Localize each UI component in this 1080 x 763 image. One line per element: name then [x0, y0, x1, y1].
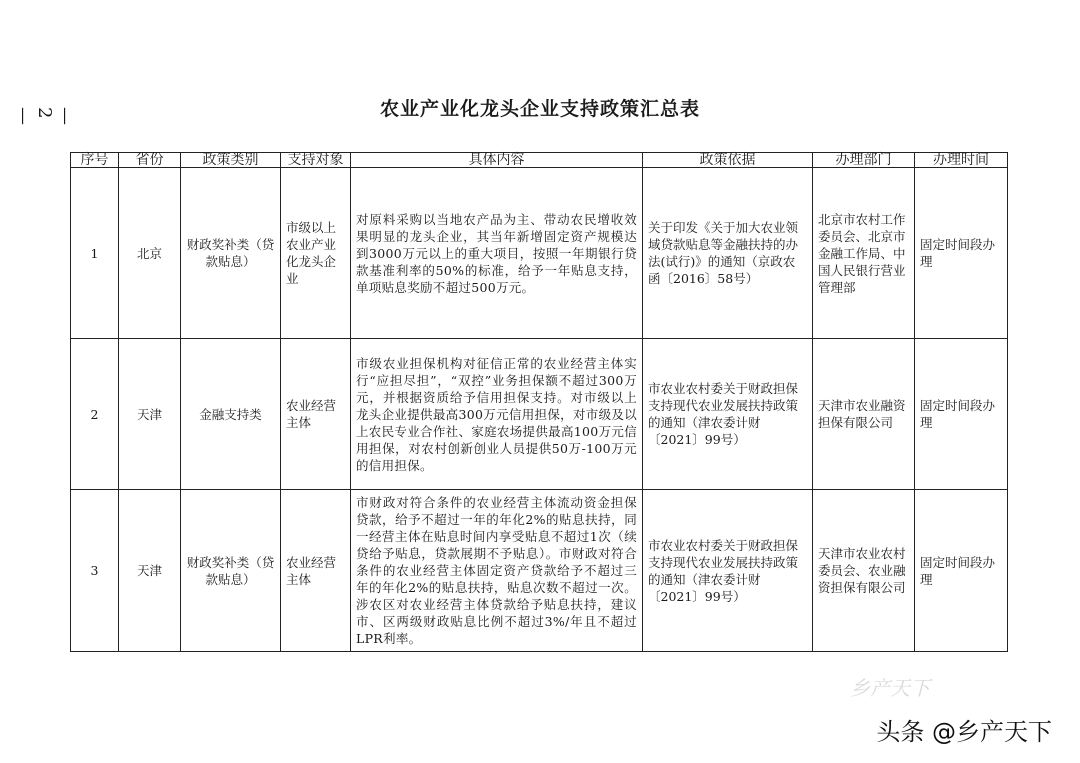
header-time: 办理时间	[915, 153, 1008, 168]
document-title: 农业产业化龙头企业支持政策汇总表	[379, 98, 700, 120]
cell-content: 市财政对符合条件的农业经营主体流动资金担保贷款，给予不超过一年的年化2%的贴息扶持，同一经营主体在贴息时间内享受贴息不超过1次（续贷给予贴息，贷款展期不予贴息）。市财政对符合条件的农业经营主体固定资产贷款给予不超过三年的年化2%的贴息扶持，贴息次数不超过一次。涉农区对农业经营主体贷款给予贴息扶持，建议市、区两级财政贴息比例不超过3%/年且不超过LPR利率。	[351, 490, 643, 652]
watermark-text: 头条 @乡产天下	[876, 718, 1052, 746]
cell-time: 固定时间段办理	[915, 339, 1008, 490]
header-content: 具体内容	[351, 153, 643, 168]
cell-province: 天津	[119, 339, 181, 490]
header-no: 序号	[71, 153, 119, 168]
header-category: 政策类别	[181, 153, 281, 168]
cell-category: 金融支持类	[181, 339, 281, 490]
cell-category: 财政奖补类（贷款贴息）	[181, 490, 281, 652]
policy-table	[70, 152, 1008, 652]
header-basis: 政策依据	[643, 153, 813, 168]
header-target: 支持对象	[281, 153, 351, 168]
cell-no: 3	[71, 490, 119, 652]
cell-basis: 关于印发《关于加大农业领域贷款贴息等金融扶持的办法(试行)》的通知（京政农函〔2016〕58号）	[643, 168, 813, 339]
page-number: — 2 —	[13, 107, 77, 127]
cell-target: 农业经营主体	[281, 490, 351, 652]
header-department: 办理部门	[813, 153, 915, 168]
cell-basis: 市农业农村委关于财政担保支持现代农业发展扶持政策的通知（津农委计财〔2021〕99号）	[643, 490, 813, 652]
cell-time: 固定时间段办理	[915, 168, 1008, 339]
cell-department: 天津市农业农村委员会、农业融资担保有限公司	[813, 490, 915, 652]
cell-target: 市级以上农业产业化龙头企业	[281, 168, 351, 339]
cell-time: 固定时间段办理	[915, 490, 1008, 652]
table-row	[71, 168, 1008, 339]
cell-content: 对原料采购以当地农产品为主、带动农民增收效果明显的龙头企业，其当年新增固定资产规模达到3000万元以上的重大项目，按照一年期银行贷款基准利率的50%的标准，给予一年贴息支持，单项贴息奖励不超过500万元。	[351, 168, 643, 339]
header-province: 省份	[119, 153, 181, 168]
watermark-logo: 乡产天下	[850, 676, 930, 700]
cell-province: 天津	[119, 490, 181, 652]
cell-basis: 市农业农村委关于财政担保支持现代农业发展扶持政策的通知（津农委计财〔2021〕99号）	[643, 339, 813, 490]
cell-no: 2	[71, 339, 119, 490]
table-row	[71, 490, 1008, 652]
cell-no: 1	[71, 168, 119, 339]
table-header-row	[71, 153, 1008, 168]
cell-province: 北京	[119, 168, 181, 339]
cell-target: 农业经营主体	[281, 339, 351, 490]
cell-department: 天津市农业融资担保有限公司	[813, 339, 915, 490]
table-row	[71, 339, 1008, 490]
cell-category: 财政奖补类（贷款贴息）	[181, 168, 281, 339]
cell-department: 北京市农村工作委员会、北京市金融工作局、中国人民银行营业管理部	[813, 168, 915, 339]
cell-content: 市级农业担保机构对征信正常的农业经营主体实行“应担尽担”，“双控”业务担保额不超过300万元，并根据资质给予信用担保支持。对市级以上龙头企业提供最高300万元信用担保，对市级及以上农民专业合作社、家庭农场提供最高100万元信用担保，对农村创新创业人员提供50万-100万元的信用担保。	[351, 339, 643, 490]
